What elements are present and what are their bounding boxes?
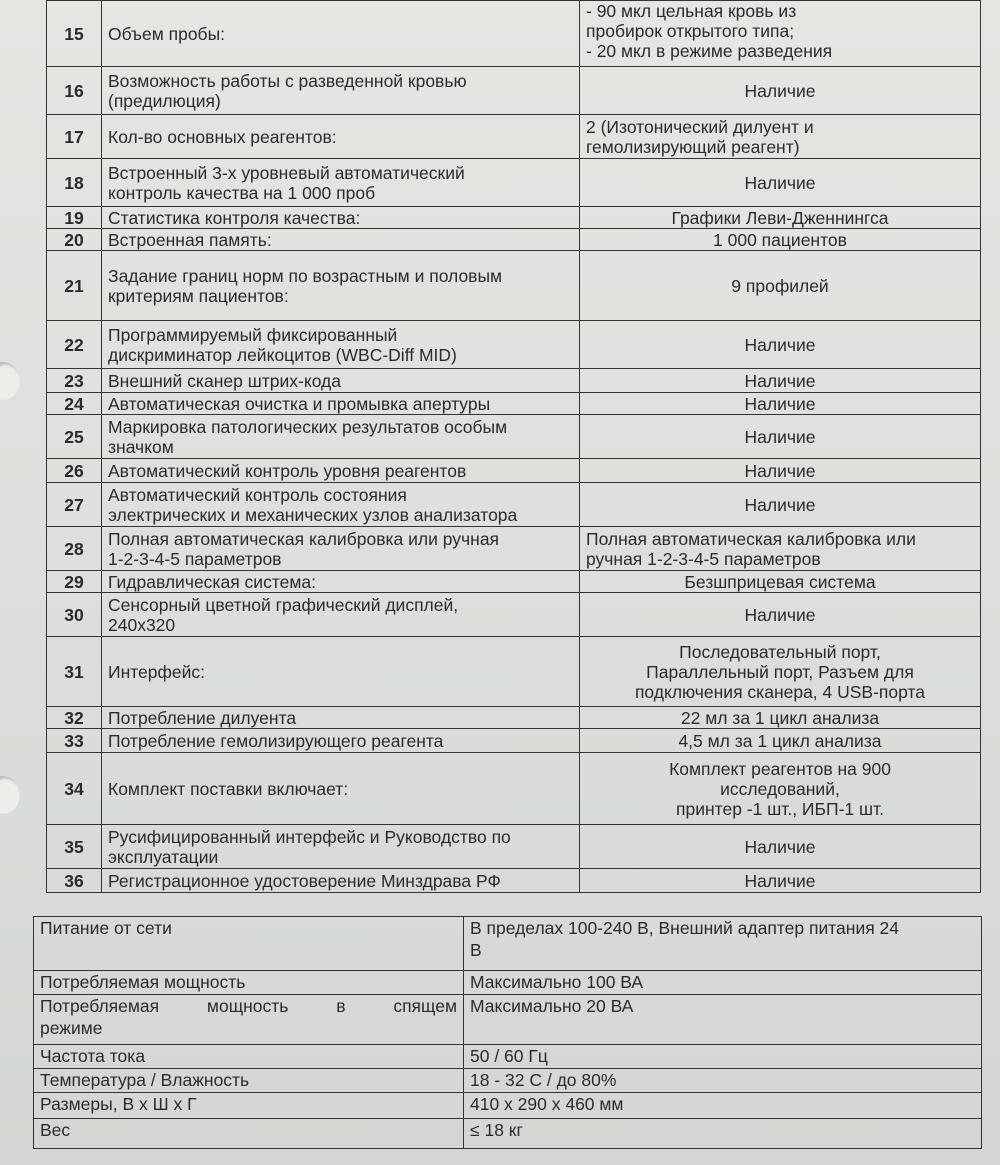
spec-row <box>47 753 981 825</box>
parameter-value: Наличие <box>580 483 981 527</box>
spec-row <box>47 571 981 593</box>
power-parameter: Частота тока <box>34 1045 464 1069</box>
parameter-name: Потребление гемолизирующего реагента <box>102 729 580 753</box>
parameter-value: Наличие <box>580 415 981 459</box>
row-number: 33 <box>47 729 102 753</box>
parameter-value: 2 (Изотонический дилуент и гемолизирующий реагент) <box>580 115 981 159</box>
row-number: 30 <box>47 593 102 637</box>
row-number: 21 <box>47 251 102 321</box>
parameter-value: 4,5 мл за 1 цикл анализа <box>580 729 981 753</box>
parameter-name: Встроенная память: <box>102 229 580 251</box>
parameter-name: Кол-во основных реагентов: <box>102 115 580 159</box>
row-number: 19 <box>47 207 102 229</box>
parameter-name: Регистрационное удостоверение Минздрава РФ <box>102 869 580 893</box>
spec-row <box>47 415 981 459</box>
row-number: 35 <box>47 825 102 869</box>
power-row <box>34 1069 982 1093</box>
spec-row <box>47 459 981 483</box>
power-row <box>34 1045 982 1069</box>
parameter-value: Комплект реагентов на 900 исследований, принтер -1 шт., ИБП-1 шт. <box>580 753 981 825</box>
parameter-name: Статистика контроля качества: <box>102 207 580 229</box>
power-row <box>34 917 982 971</box>
power-value: 410 х 290 х 460 мм <box>464 1093 982 1119</box>
spec-row <box>47 707 981 729</box>
spec-row <box>47 207 981 229</box>
power-parameter: Вес <box>34 1119 464 1149</box>
parameter-value: Наличие <box>580 321 981 369</box>
parameter-name: Автоматическая очистка и промывка апертуры <box>102 393 580 415</box>
parameter-value: 22 мл за 1 цикл анализа <box>580 707 981 729</box>
row-number: 18 <box>47 159 102 207</box>
parameter-value: Графики Леви-Дженнингса <box>580 207 981 229</box>
power-parameter: Размеры, В х Ш х Г <box>34 1093 464 1119</box>
power-value: Максимально 20 ВА <box>464 995 982 1045</box>
power-row <box>34 1093 982 1119</box>
spec-row <box>47 825 981 869</box>
row-number: 15 <box>47 1 102 67</box>
parameter-name: Автоматический контроль состояния электрических и механических узлов анализатора <box>102 483 580 527</box>
parameter-name: Программируемый фиксированный дискриминатор лейкоцитов (WBC-Diff MID) <box>102 321 580 369</box>
power-value: В пределах 100-240 В, Внешний адаптер питания 24 В <box>464 917 982 971</box>
parameter-name: Полная автоматическая калибровка или ручная 1-2-3-4-5 параметров <box>102 527 580 571</box>
spec-row <box>47 369 981 393</box>
parameter-name: Интерфейс: <box>102 637 580 707</box>
power-row <box>34 995 982 1045</box>
spec-row <box>47 593 981 637</box>
parameter-name: Потребление дилуента <box>102 707 580 729</box>
parameter-value: Наличие <box>580 869 981 893</box>
parameter-value: Наличие <box>580 67 981 115</box>
row-number: 17 <box>47 115 102 159</box>
parameter-value: Полная автоматическая калибровка или ручная 1-2-3-4-5 параметров <box>580 527 981 571</box>
row-number: 25 <box>47 415 102 459</box>
spec-row <box>47 637 981 707</box>
row-number: 22 <box>47 321 102 369</box>
parameter-value: 9 профилей <box>580 251 981 321</box>
parameter-name: Маркировка патологических результатов особым значком <box>102 415 580 459</box>
power-table <box>33 916 982 1149</box>
power-row <box>34 971 982 995</box>
parameter-value: 1 000 пациентов <box>580 229 981 251</box>
spec-row <box>47 159 981 207</box>
power-parameter: Температура / Влажность <box>34 1069 464 1093</box>
spec-row <box>47 251 981 321</box>
power-parameter: Потребляемая мощность <box>34 971 464 995</box>
row-number: 27 <box>47 483 102 527</box>
row-number: 29 <box>47 571 102 593</box>
parameter-name: Объем пробы: <box>102 1 580 67</box>
row-number: 24 <box>47 393 102 415</box>
spec-row <box>47 321 981 369</box>
parameter-value: - 90 мкл цельная кровь из пробирок открытого типа; - 20 мкл в режиме разведения <box>580 1 981 67</box>
row-number: 26 <box>47 459 102 483</box>
row-number: 20 <box>47 229 102 251</box>
spec-row <box>47 67 981 115</box>
parameter-name: Возможность работы с разведенной кровью (предилюция) <box>102 67 580 115</box>
parameter-name: Встроенный 3-х уровневый автоматический контроль качества на 1 000 проб <box>102 159 580 207</box>
row-number: 34 <box>47 753 102 825</box>
parameter-value: Наличие <box>580 459 981 483</box>
parameter-name: Автоматический контроль уровня реагентов <box>102 459 580 483</box>
row-number: 16 <box>47 67 102 115</box>
power-row <box>34 1119 982 1149</box>
spec-row <box>47 1 981 67</box>
row-number: 23 <box>47 369 102 393</box>
row-number: 32 <box>47 707 102 729</box>
parameter-name: Сенсорный цветной графический дисплей, 240х320 <box>102 593 580 637</box>
spec-row <box>47 483 981 527</box>
row-number: 28 <box>47 527 102 571</box>
power-parameter: Потребляемая мощность в спящем режиме <box>34 995 464 1045</box>
parameter-value: Наличие <box>580 593 981 637</box>
spec-row <box>47 527 981 571</box>
parameter-value: Безшприцевая система <box>580 571 981 593</box>
spec-row <box>47 229 981 251</box>
parameter-value: Наличие <box>580 393 981 415</box>
parameter-name: Задание границ норм по возрастным и половым критериям пациентов: <box>102 251 580 321</box>
power-value: 18 - 32 С / до 80% <box>464 1069 982 1093</box>
row-number: 31 <box>47 637 102 707</box>
parameter-name: Русифицированный интерфейс и Руководство по эксплуатации <box>102 825 580 869</box>
parameter-value: Наличие <box>580 369 981 393</box>
spec-row <box>47 115 981 159</box>
power-value: Максимально 100 ВА <box>464 971 982 995</box>
parameter-name: Комплект поставки включает: <box>102 753 580 825</box>
parameter-name: Гидравлическая система: <box>102 571 580 593</box>
parameter-value: Наличие <box>580 159 981 207</box>
parameter-name: Внешний сканер штрих-кода <box>102 369 580 393</box>
spec-row <box>47 729 981 753</box>
parameter-value: Наличие <box>580 825 981 869</box>
spec-table <box>46 0 981 893</box>
parameter-value: Последовательный порт, Параллельный порт, Разъем для подключения сканера, 4 USB-порта <box>580 637 981 707</box>
row-number: 36 <box>47 869 102 893</box>
spec-row <box>47 869 981 893</box>
spec-row <box>47 393 981 415</box>
power-value: 50 / 60 Гц <box>464 1045 982 1069</box>
power-parameter: Питание от сети <box>34 917 464 971</box>
power-value: ≤ 18 кг <box>464 1119 982 1149</box>
